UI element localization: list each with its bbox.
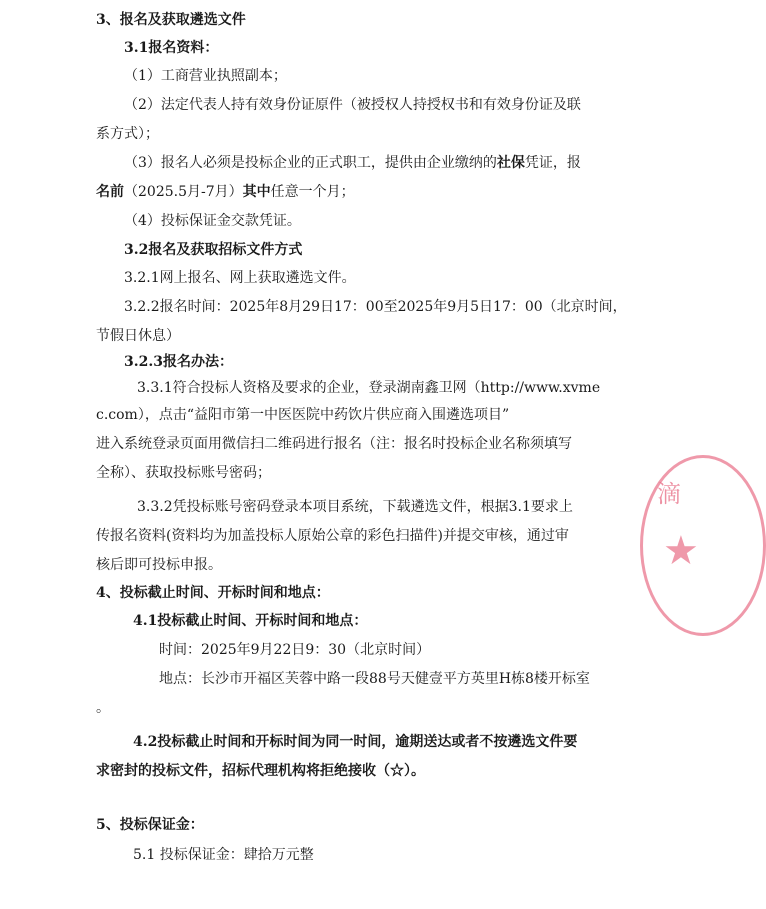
section-3-2-1: 3.2.1网上报名、网上获取遴选文件。 [124,270,356,286]
section-3-1-item-2-line-1: （2）法定代表人持有效身份证原件（被授权人持授权书和有效身份证及联 [124,97,581,113]
section-3-title: 3、报名及获取遴选文件 [96,12,246,28]
section-3-3-2-line-2: 传报名资料(资料均为加盖投标人原始公章的彩色扫描件)并提交审核，通过审 [96,528,569,544]
section-4-2-line-2: 求密封的投标文件，招标代理机构将拒绝接收（☆）。 [96,763,425,779]
section-3-1-item-1: （1）工商营业执照副本； [124,68,287,84]
section-4-1-place: 地点：长沙市开福区芙蓉中路一段88号天健壹平方英里H栋8楼开标室 [159,671,590,687]
section-3-1-item-2-line-2: 系方式）； [96,126,159,142]
section-3-3-1-line-2: c.com），点击“益阳市第一中医医院中药饮片供应商入围遴选项目” [96,407,510,423]
item-3-period: （2025.5月-7月） [124,184,243,200]
item-3-text-a: （3）报名人必须是投标企业的正式职工，提供由企业缴纳的 [124,155,497,171]
section-3-3-1-line-1: 3.3.1符合投标人资格及要求的企业，登录湖南鑫卫网（http://www.xvme [137,380,601,396]
section-3-3-2-line-3: 核后即可投标申报。 [96,557,222,573]
section-5-1: 5.1 投标保证金：肆拾万元整 [133,847,314,863]
seal-character: 滴 [657,480,681,508]
section-3-3-1-line-3: 进入系统登录页面用微信扫二维码进行报名（注：报名时投标企业名称须填写 [96,436,572,452]
section-3-1-item-3-line-1 [124,153,581,173]
section-4-1-time: 时间：2025年9月22日9：30（北京时间） [159,642,431,658]
section-3-2-2-line-1: 3.2.2报名时间：2025年8月29日17：00至2025年9月5日17：00（北京时间， [124,299,627,315]
section-3-3-1-line-4: 全称）、获取投标账号密码； [96,465,271,481]
item-3-bold-mingqian: 名前 [96,184,124,200]
section-3-1-item-4: （4）投标保证金交款凭证。 [124,213,301,229]
section-3-2-title: 3.2报名及获取招标文件方式 [124,242,303,258]
section-4-title: 4、投标截止时间、开标时间和地点： [96,585,330,601]
company-seal-stamp [640,455,766,636]
section-3-1-item-3-line-2 [96,182,355,202]
section-4-1-place-end: 。 [96,700,110,716]
section-4-2-line-1: 4.2投标截止时间和开标时间为同一时间，逾期送达或者不按遴选文件要 [133,734,578,750]
item-3-bold-qizhong: 其中 [242,184,271,200]
section-3-3-2-line-1: 3.3.2凭投标账号密码登录本项目系统，下载遴选文件，根据3.1要求上 [137,499,573,515]
section-3-1-title: 3.1报名资料： [124,40,219,56]
section-3-2-3-title: 3.2.3报名办法： [124,354,233,370]
section-5-title: 5、投标保证金： [96,817,204,833]
seal-star-icon: ★ [663,528,699,574]
item-3-bold-shebao: 社保 [496,155,525,171]
item-3-text-c: 任意一个月； [270,184,355,200]
section-4-1-title: 4.1投标截止时间、开标时间和地点： [133,613,368,629]
item-3-text-b: 凭证，报 [524,155,581,171]
section-3-2-2-line-2: 节假日休息） [96,328,180,344]
